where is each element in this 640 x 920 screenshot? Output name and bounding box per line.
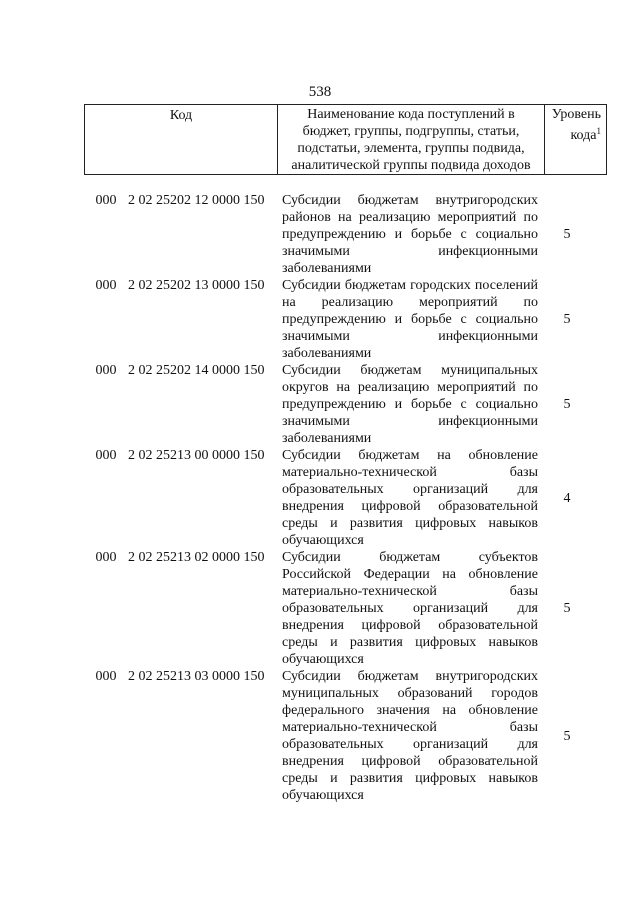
table-row <box>84 277 596 362</box>
row-name: Субсидии бюджетам на обновление материально-технической базы образовательных организаций для внедрения цифровой образовательной среды и развития цифровых навыков обучающихся <box>282 448 538 548</box>
row-name: Субсидии бюджетам муниципальных округов на реализацию мероприятий по предупреждению и борьбе с социально значимыми инфекционными заболеваниями <box>282 363 538 446</box>
table-header <box>84 104 607 175</box>
row-prefix: 000 <box>95 669 117 684</box>
row-prefix: 000 <box>95 550 117 565</box>
row-name: Субсидии бюджетам субъектов Российской Федерации на обновление материально-технической базы образовательных организаций для внедрения цифровой образовательной среды и развития цифровых навыков обучающихся <box>282 550 538 667</box>
row-prefix: 000 <box>95 193 117 208</box>
row-code: 2 02 25202 14 0000 150 <box>128 363 265 378</box>
row-level: 5 <box>563 397 571 412</box>
row-level: 5 <box>563 601 571 616</box>
row-level: 4 <box>563 490 571 506</box>
header-code: Код <box>85 105 278 175</box>
row-code: 2 02 25213 00 0000 150 <box>128 448 265 463</box>
row-code: 2 02 25202 13 0000 150 <box>128 278 265 293</box>
row-level: 5 <box>563 728 571 744</box>
row-name: Субсидии бюджетам внутригородских муниципальных образований городов федерального значения на обновление материально-технической базы образовательных организаций для внедрения цифровой образовательной среды и развития цифровых навыков обучающихся <box>282 669 538 803</box>
row-code: 2 02 25213 03 0000 150 <box>128 669 265 684</box>
row-level: 5 <box>563 312 571 327</box>
table-row <box>84 668 596 804</box>
table-row <box>84 362 596 447</box>
header-name: Наименование кода поступлений в бюджет, группы, подгруппы, статьи, подстатьи, элемента, группы подвида, аналитической группы подвида доходов <box>278 105 545 175</box>
row-prefix: 000 <box>95 278 117 293</box>
header-level-footnote: 1 <box>596 126 601 136</box>
header-level-label: Уровень кода <box>551 107 601 143</box>
header-level <box>545 105 607 175</box>
row-name: Субсидии бюджетам городских поселений на реализацию мероприятий по предупреждению и борьбе с социально значимыми инфекционными заболеваниями <box>282 278 538 361</box>
row-code: 2 02 25202 12 0000 150 <box>128 193 265 208</box>
table-row <box>84 549 596 668</box>
row-level: 5 <box>563 227 571 242</box>
code-table-body <box>84 192 596 804</box>
row-name: Субсидии бюджетам внутригородских районов на реализацию мероприятий по предупреждению и борьбе с социально значимыми инфекционными заболеваниями <box>282 193 538 276</box>
row-prefix: 000 <box>95 363 117 378</box>
table-row <box>84 447 596 549</box>
row-prefix: 000 <box>95 448 117 463</box>
page-number: 538 <box>308 84 332 100</box>
row-code: 2 02 25213 02 0000 150 <box>128 550 265 565</box>
table-row <box>84 192 596 277</box>
